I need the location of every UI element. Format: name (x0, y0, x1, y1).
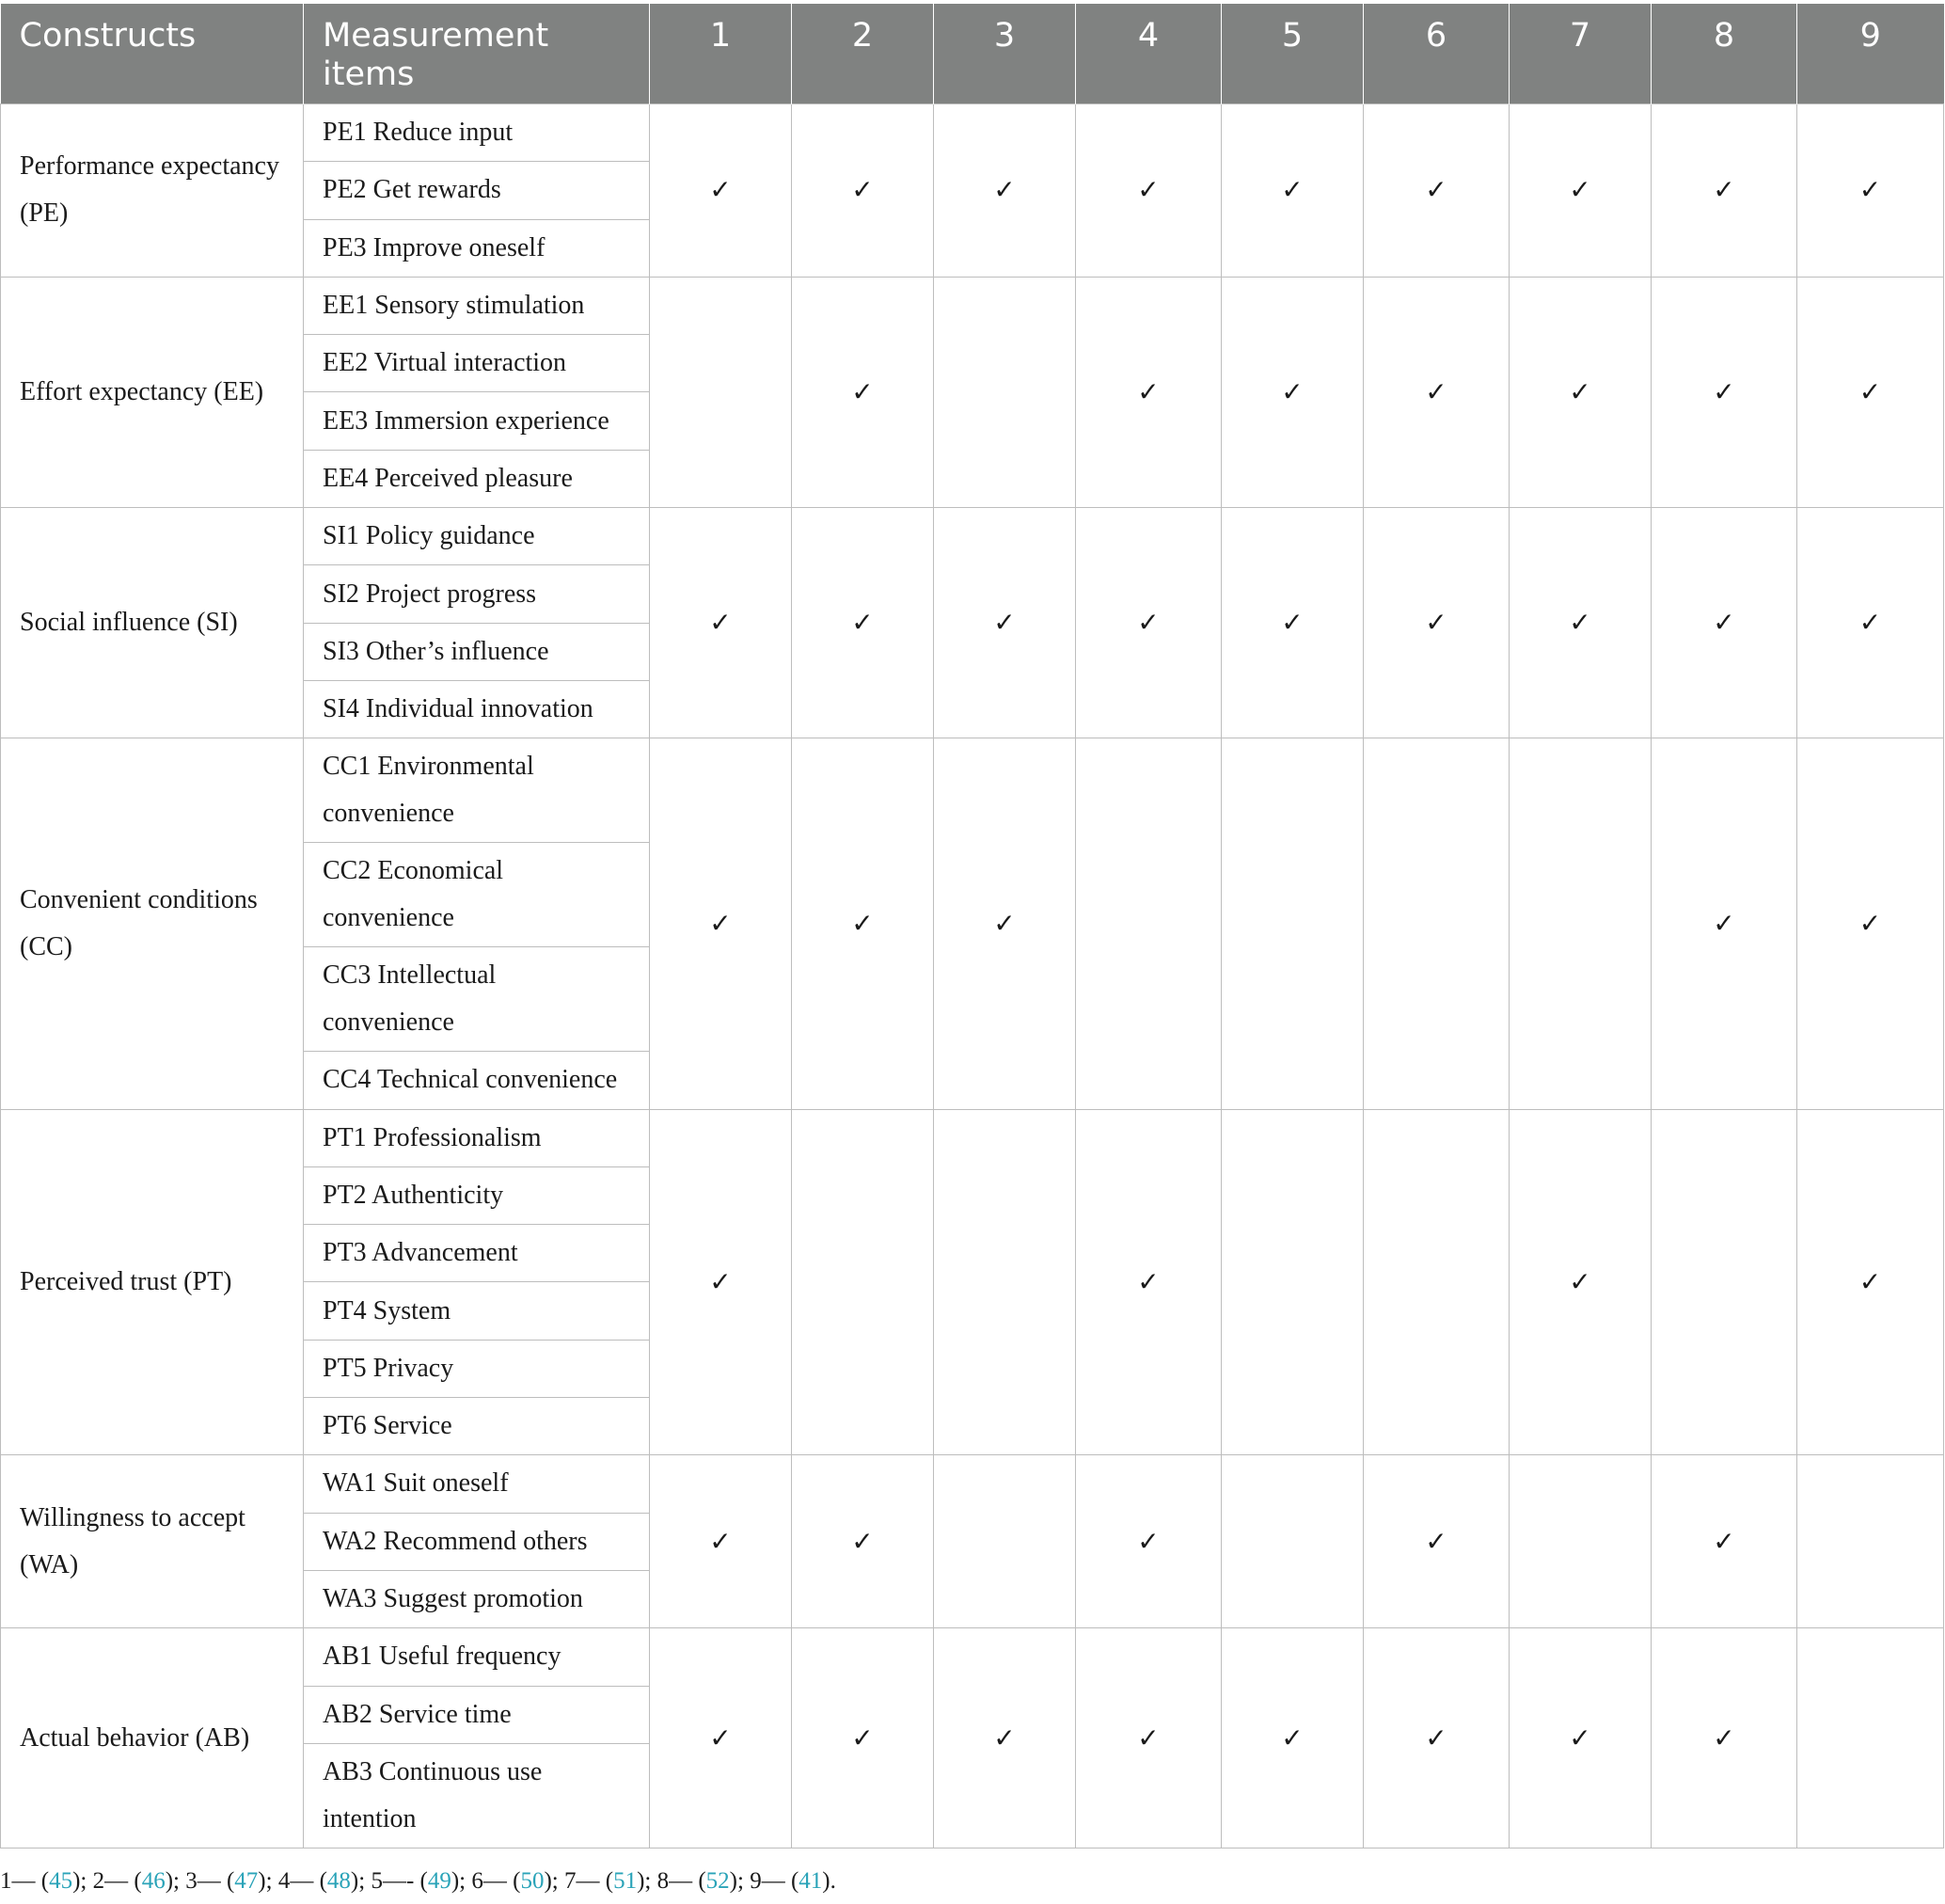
check-mark-cell: ✓ (1364, 1628, 1510, 1848)
construct-cell: Performance expectancy (PE) (1, 104, 304, 278)
check-mark-cell: ✓ (1076, 508, 1222, 738)
header-source-8: 8 (1652, 4, 1797, 104)
check-mark-cell: ✓ (792, 277, 934, 507)
check-mark-cell: ✓ (1510, 1628, 1652, 1848)
measurement-item-cell: EE2 Virtual interaction (304, 335, 650, 392)
footnote-label: 7— ( (563, 1868, 614, 1894)
check-mark-cell: ✓ (1797, 738, 1944, 1109)
measurement-item-cell: WA1 Suit oneself (304, 1455, 650, 1513)
measurement-item-cell: SI4 Individual innovation (304, 680, 650, 738)
measurement-item-cell: EE1 Sensory stimulation (304, 277, 650, 334)
check-mark-cell: ✓ (1076, 1109, 1222, 1455)
construct-cell: Social influence (SI) (1, 508, 304, 738)
footnote-separator: ); (729, 1868, 751, 1894)
measurement-item-cell: PT6 Service (304, 1398, 650, 1455)
footnote-label: 2— ( (92, 1868, 142, 1894)
check-mark-cell: ✓ (1652, 1628, 1797, 1848)
check-mark-cell: ✓ (1222, 277, 1364, 507)
measurement-item-cell: AB1 Useful frequency (304, 1628, 650, 1686)
check-mark-cell: ✓ (934, 738, 1076, 1109)
check-mark-cell: ✓ (650, 1109, 792, 1455)
footnote-separator: ); (258, 1868, 278, 1894)
footnote-reference-link[interactable]: 47 (234, 1868, 259, 1894)
measurement-item-cell: AB3 Continuous use intention (304, 1743, 650, 1848)
construct-cell: Convenient conditions (CC) (1, 738, 304, 1109)
check-mark-cell: ✓ (792, 1628, 934, 1848)
empty-mark-cell (1364, 738, 1510, 1109)
empty-mark-cell (1364, 1109, 1510, 1455)
footnote-label: 9— ( (750, 1868, 799, 1894)
construct-cell: Actual behavior (AB) (1, 1628, 304, 1848)
footnote-reference-link[interactable]: 48 (326, 1868, 351, 1894)
check-mark-cell: ✓ (1364, 1455, 1510, 1628)
header-source-1: 1 (650, 4, 792, 104)
footnote-reference-link[interactable]: 49 (427, 1868, 451, 1894)
footnote-separator: ); (350, 1868, 372, 1894)
check-mark-cell: ✓ (934, 508, 1076, 738)
constructs-table (0, 4, 1944, 1848)
footnote-reference-link[interactable]: 45 (49, 1868, 73, 1894)
empty-mark-cell (1222, 1109, 1364, 1455)
footnote-label: 6— ( (471, 1868, 521, 1894)
measurement-item-cell: PT2 Authenticity (304, 1166, 650, 1224)
check-mark-cell: ✓ (650, 104, 792, 278)
table-footnote (0, 1868, 836, 1895)
footnote-reference-link[interactable]: 41 (799, 1868, 823, 1894)
empty-mark-cell (934, 1109, 1076, 1455)
check-mark-cell: ✓ (650, 508, 792, 738)
check-mark-cell: ✓ (1652, 277, 1797, 507)
header-row (1, 4, 1944, 104)
check-mark-cell: ✓ (1076, 104, 1222, 278)
measurement-item-cell: WA2 Recommend others (304, 1513, 650, 1570)
measurement-item-cell: CC2 Economical convenience (304, 843, 650, 947)
measurement-item-cell: EE4 Perceived pleasure (304, 450, 650, 507)
check-mark-cell: ✓ (1652, 738, 1797, 1109)
construct-cell: Willingness to accept (WA) (1, 1455, 304, 1628)
footnote-reference-link[interactable]: 46 (141, 1868, 166, 1894)
check-mark-cell: ✓ (1222, 104, 1364, 278)
check-mark-cell: ✓ (1222, 1628, 1364, 1848)
empty-mark-cell (1510, 738, 1652, 1109)
header-source-5: 5 (1222, 4, 1364, 104)
measurement-item-cell: PT4 System (304, 1282, 650, 1340)
construct-cell: Effort expectancy (EE) (1, 277, 304, 507)
table-row (1, 277, 1944, 334)
check-mark-cell: ✓ (1510, 508, 1652, 738)
footnote-reference-link[interactable]: 50 (520, 1868, 545, 1894)
footnote-separator: ); (165, 1868, 186, 1894)
measurement-item-cell: PT3 Advancement (304, 1225, 650, 1282)
check-mark-cell: ✓ (934, 1628, 1076, 1848)
table-row (1, 508, 1944, 565)
measurement-item-cell: CC1 Environmental convenience (304, 738, 650, 843)
check-mark-cell: ✓ (1797, 1109, 1944, 1455)
footnote-reference-link[interactable]: 51 (613, 1868, 638, 1894)
footnote-label: 1— ( (0, 1868, 50, 1894)
check-mark-cell: ✓ (1076, 277, 1222, 507)
header-source-4: 4 (1076, 4, 1222, 104)
empty-mark-cell (934, 1455, 1076, 1628)
footnote-label: 4— ( (277, 1868, 327, 1894)
check-mark-cell: ✓ (1797, 508, 1944, 738)
construct-cell: Perceived trust (PT) (1, 1109, 304, 1455)
check-mark-cell: ✓ (1510, 104, 1652, 278)
table-row (1, 1628, 1944, 1686)
table-row (1, 1455, 1944, 1513)
measurement-item-cell: SI2 Project progress (304, 565, 650, 623)
measurement-item-cell: CC3 Intellectual convenience (304, 947, 650, 1052)
table-row (1, 104, 1944, 162)
footnote-separator: ); (637, 1868, 657, 1894)
empty-mark-cell (650, 277, 792, 507)
check-mark-cell: ✓ (650, 1628, 792, 1848)
measurement-item-cell: PE2 Get rewards (304, 162, 650, 219)
measurement-item-cell: PT5 Privacy (304, 1340, 650, 1397)
check-mark-cell: ✓ (1797, 104, 1944, 278)
empty-mark-cell (1222, 1455, 1364, 1628)
empty-mark-cell (934, 277, 1076, 507)
footnote-separator: ); (451, 1868, 472, 1894)
check-mark-cell: ✓ (1510, 1109, 1652, 1455)
footnote-separator: ); (72, 1868, 93, 1894)
check-mark-cell: ✓ (792, 508, 934, 738)
header-source-3: 3 (934, 4, 1076, 104)
empty-mark-cell (1076, 738, 1222, 1109)
check-mark-cell: ✓ (1076, 1628, 1222, 1848)
header-source-6: 6 (1364, 4, 1510, 104)
table-body (1, 104, 1944, 1848)
check-mark-cell: ✓ (1364, 277, 1510, 507)
measurement-item-cell: CC4 Technical convenience (304, 1052, 650, 1109)
check-mark-cell: ✓ (1797, 277, 1944, 507)
empty-mark-cell (1652, 1109, 1797, 1455)
empty-mark-cell (1222, 738, 1364, 1109)
check-mark-cell: ✓ (792, 1455, 934, 1628)
measurement-item-cell: PE1 Reduce input (304, 104, 650, 162)
footnote-separator: ). (822, 1868, 836, 1894)
empty-mark-cell (1797, 1455, 1944, 1628)
check-mark-cell: ✓ (650, 1455, 792, 1628)
header-source-9: 9 (1797, 4, 1944, 104)
check-mark-cell: ✓ (1652, 104, 1797, 278)
measurement-item-cell: SI3 Other’s influence (304, 623, 650, 680)
empty-mark-cell (792, 1109, 934, 1455)
footnote-label: 8— ( (656, 1868, 706, 1894)
header-source-7: 7 (1510, 4, 1652, 104)
check-mark-cell: ✓ (1652, 508, 1797, 738)
check-mark-cell: ✓ (1652, 1455, 1797, 1628)
measurement-item-cell: SI1 Policy guidance (304, 508, 650, 565)
header-source-2: 2 (792, 4, 934, 104)
measurement-item-cell: EE3 Immersion experience (304, 392, 650, 450)
footnote-label: 5—- ( (371, 1868, 428, 1894)
header-measurement-items: Measurement items (304, 4, 650, 104)
check-mark-cell: ✓ (1364, 104, 1510, 278)
table-row (1, 738, 1944, 843)
footnote-reference-link[interactable]: 52 (705, 1868, 730, 1894)
check-mark-cell: ✓ (1510, 277, 1652, 507)
check-mark-cell: ✓ (1222, 508, 1364, 738)
measurement-item-cell: PT1 Professionalism (304, 1109, 650, 1166)
measurement-item-cell: PE3 Improve oneself (304, 219, 650, 277)
footnote-separator: ); (544, 1868, 564, 1894)
check-mark-cell: ✓ (792, 738, 934, 1109)
measurement-item-cell: WA3 Suggest promotion (304, 1570, 650, 1627)
measurement-item-cell: AB2 Service time (304, 1686, 650, 1743)
check-mark-cell: ✓ (650, 738, 792, 1109)
empty-mark-cell (1797, 1628, 1944, 1848)
header-constructs: Constructs (1, 4, 304, 104)
check-mark-cell: ✓ (1076, 1455, 1222, 1628)
check-mark-cell: ✓ (792, 104, 934, 278)
check-mark-cell: ✓ (1364, 508, 1510, 738)
check-mark-cell: ✓ (934, 104, 1076, 278)
table-row (1, 1109, 1944, 1166)
footnote-label: 3— ( (185, 1868, 235, 1894)
empty-mark-cell (1510, 1455, 1652, 1628)
